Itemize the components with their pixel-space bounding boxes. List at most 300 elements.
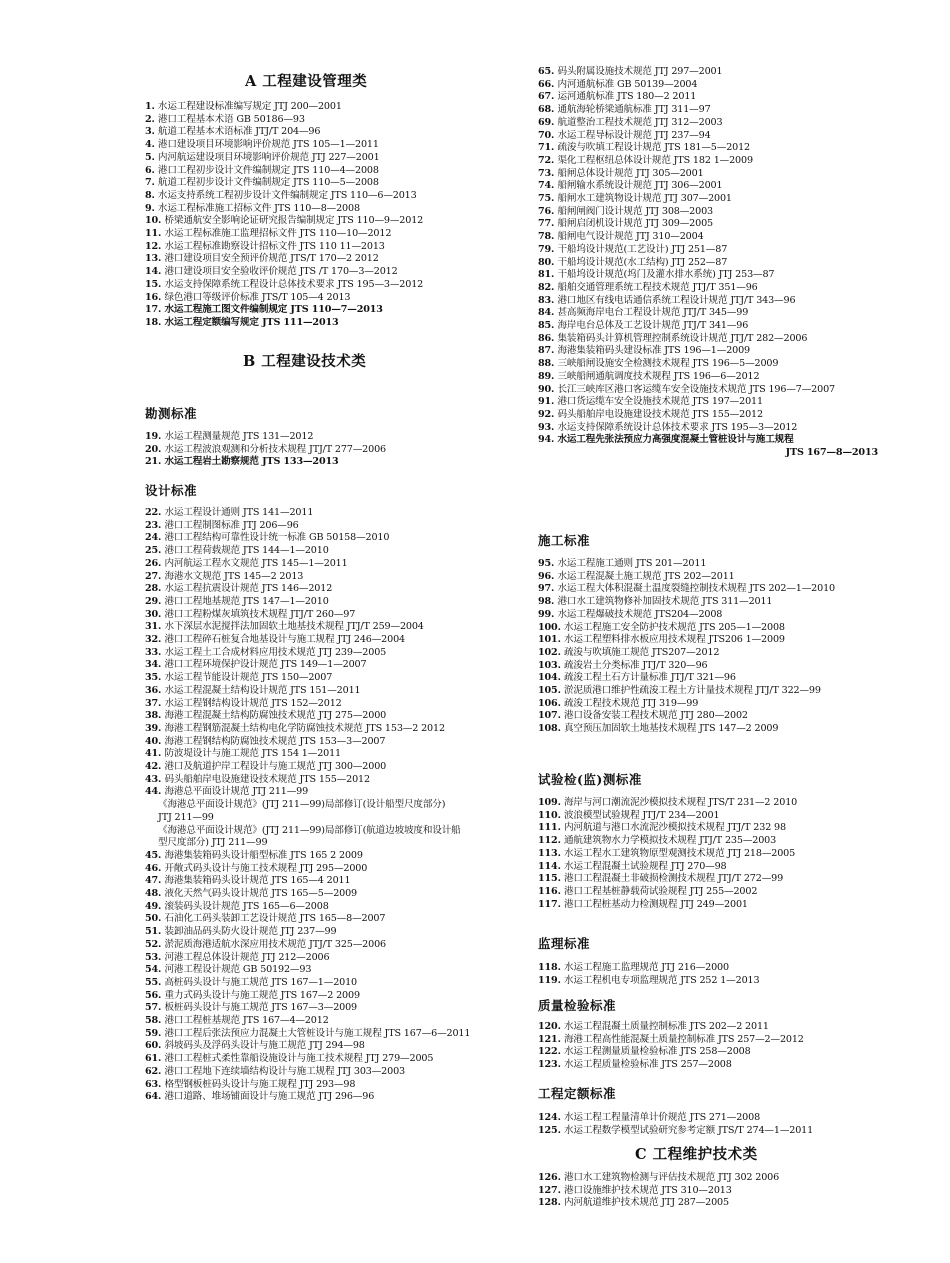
- entry-number: 98.: [538, 596, 558, 608]
- standard-entry: [145, 609, 355, 620]
- entry-number: 124.: [538, 1112, 564, 1123]
- entry-text: 海岸电台总体及工艺设计规范 JTJ/T 341—96: [557, 320, 749, 331]
- entry-number: 13.: [145, 253, 165, 265]
- entry-number: 5.: [145, 151, 158, 163]
- entry-number: 10.: [145, 215, 165, 227]
- entry-text: 水运工程钢结构设计规范 JTS 152—2012: [164, 697, 342, 709]
- entry-number: 128.: [538, 1197, 564, 1209]
- entry-number: 34.: [145, 659, 165, 671]
- entry-text: 水运工程岩土勘察规范 JTS 133—2013: [164, 456, 339, 468]
- standard-entry: [538, 79, 697, 90]
- entry-text: 淤泥质港口维护性疏浚工程土方计量技术规程 JTJ/T 322—99: [563, 685, 821, 696]
- standard-entry: [145, 279, 423, 290]
- standard-entry: [538, 1197, 729, 1208]
- standard-entry: [145, 444, 386, 455]
- standard-entry: [538, 848, 795, 859]
- entry-text: 疏浚岩土分类标准 JTJ/T 320—96: [563, 659, 708, 671]
- entry-text: 码头船舶岸电设施建设技术规范 JTS 155—2012: [164, 773, 370, 785]
- entry-text: 水运工程数学模型试验研究参考定额 JTS/T 274—1—2011: [563, 1124, 814, 1136]
- entry-text: 干船坞设计规范(工艺设计) JTJ 251—87: [557, 243, 728, 255]
- entry-text: 桥梁通航安全影响论证研究报告编制规定 JTS 110—9—2012: [164, 215, 424, 227]
- standard-entry: [145, 1053, 433, 1064]
- standard-entry: [538, 180, 722, 191]
- standard-entry: [538, 66, 722, 77]
- entry-number: 29.: [145, 595, 165, 607]
- standard-entry: [145, 596, 329, 607]
- entry-text: 内河通航标准 GB 50139—2004: [557, 78, 698, 90]
- entry-text: 长江三峡库区港口客运缆车安全设施技术规范 JTS 196—7—2007: [557, 383, 835, 395]
- entry-number: 57.: [145, 1002, 165, 1014]
- standard-entry: [145, 190, 417, 201]
- standard-entry: [538, 91, 696, 102]
- entry-number: 1.: [145, 101, 158, 112]
- standard-entry: [145, 456, 339, 467]
- standard-entry: [145, 507, 313, 518]
- entry-text: 水运工程设计通则 JTS 141—2011: [164, 507, 314, 518]
- entry-text: 水运工程工程量清单计价规范 JTS 271—2008: [563, 1112, 761, 1123]
- standard-entry: [145, 101, 342, 112]
- entry-number: 115.: [538, 873, 564, 885]
- entry-number: 24.: [145, 532, 165, 544]
- standard-entry: [538, 634, 785, 645]
- entry-number: 15.: [145, 278, 165, 290]
- entry-number: 47.: [145, 875, 165, 887]
- entry-number: 76.: [538, 205, 558, 217]
- standard-entry: [538, 320, 748, 331]
- entry-number: 6.: [145, 164, 158, 176]
- entry-text: 水运工程测量规范 JTS 131—2012: [164, 431, 314, 442]
- standard-entry: [145, 863, 367, 874]
- entry-number: 121.: [538, 1033, 564, 1045]
- entry-text: 渠化工程枢纽总体设计规范 JTS 182 1—2009: [557, 154, 753, 166]
- entry-text: 船闸总体设计规范 JTJ 305—2001: [557, 167, 704, 179]
- standard-entry: [158, 837, 267, 848]
- entry-text: 港口工程基桩静载荷试验规程 JTJ 255—2002: [563, 885, 758, 897]
- entry-text: 港口工程地下连续墙结构设计与施工规程 JTJ 303—2003: [164, 1065, 405, 1077]
- standard-entry: [538, 672, 736, 683]
- entry-number: 61.: [145, 1053, 165, 1065]
- entry-number: 77.: [538, 218, 558, 230]
- entry-text: 港口工程混凝土非破损检测技术规程 JTJ/T 272—99: [563, 873, 784, 885]
- entry-number: 55.: [145, 976, 165, 988]
- standard-entry: [538, 558, 706, 569]
- standard-entry: [538, 155, 753, 166]
- standard-entry: [538, 282, 758, 293]
- standard-entry: [538, 104, 711, 115]
- entry-text: 港口道路、堆场铺面设计与施工规范 JTJ 296—96: [164, 1091, 375, 1103]
- entry-number: 106.: [538, 697, 564, 709]
- entry-number: 102.: [538, 646, 564, 658]
- entry-number: 71.: [538, 142, 558, 154]
- entry-number: 38.: [145, 710, 165, 722]
- standard-entry: [538, 622, 785, 633]
- standard-entry: [145, 583, 332, 594]
- standard-entry: [538, 571, 735, 582]
- entry-text: 波浪模型试验规程 JTJ/T 234—2001: [563, 809, 720, 821]
- standard-entry: [538, 873, 783, 884]
- standard-entry: [145, 748, 341, 759]
- entry-text: 水运工程标准勘察设计招标文件 JTS 110 11—2013: [164, 240, 385, 252]
- entry-number: 101.: [538, 634, 564, 646]
- entry-number: 84.: [538, 307, 558, 319]
- standard-entry: [145, 1091, 374, 1102]
- standard-entry: [538, 660, 708, 671]
- standard-entry: [538, 142, 750, 153]
- entry-text: 水运工程土工合成材料应用技术规范 JTJ 239—2005: [164, 646, 387, 658]
- entry-number: 14.: [145, 266, 165, 278]
- entry-text: 海岸与河口潮流泥沙模拟技术规程 JTS/T 231—2 2010: [563, 797, 798, 808]
- entry-text: 格型钢板桩码头设计与施工规程 JTJ 293—98: [164, 1078, 356, 1090]
- entry-number: 48.: [145, 888, 165, 899]
- entry-text: 水运工程测量质量检验标准 JTS 258—2008: [563, 1046, 751, 1058]
- standard-entry: [145, 774, 370, 785]
- entry-text: 水运工程波浪观测和分析技术规程 JTJ/T 277—2006: [164, 443, 386, 455]
- entry-number: 69.: [538, 116, 558, 128]
- entry-text: 水运工程混凝土质量控制标准 JTS 202—2 2011: [563, 1021, 769, 1032]
- standard-entry: [538, 609, 722, 620]
- entry-number: 32.: [145, 634, 165, 645]
- entry-text: 水运工程标准施工监理招标文件 JTS 110—10—2012: [164, 228, 392, 239]
- entry-text: 《海港总平面设计规范》(JTJ 211—99)局部修订(航道边坡坡度和设计船: [158, 824, 461, 836]
- entry-number: 28.: [145, 583, 165, 595]
- entry-text: 水运支持系统工程初步设计文件编制规定 JTS 110—6—2013: [157, 189, 417, 201]
- entry-number: 85.: [538, 320, 558, 331]
- entry-number: 42.: [145, 761, 165, 772]
- entry-number: 33.: [145, 646, 165, 658]
- entry-text: 《海港总平面设计规范》(JTJ 211—99)局部修订(设计船型尺度部分): [158, 799, 446, 811]
- standard-entry: [145, 266, 398, 277]
- entry-number: 31.: [145, 621, 165, 633]
- entry-number: 94.: [538, 434, 558, 446]
- entry-text: 内河航道维护技术规范 JTJ 287—2005: [563, 1197, 729, 1209]
- entry-text: 水运工程施工监理规范 JTJ 216—2000: [563, 962, 729, 973]
- entry-number: 41.: [145, 748, 165, 760]
- entry-text: 内河航运建设项目环境影响评价规范 JTJ 227—2001: [157, 151, 380, 163]
- entry-text: 码头附属设施技术规范 JTJ 297—2001: [557, 66, 723, 77]
- entry-number: 86.: [538, 332, 558, 344]
- standard-entry: [145, 431, 313, 442]
- entry-text: 疏浚工程技术规范 JTJ 319—99: [563, 697, 699, 709]
- standard-entry: [538, 384, 835, 395]
- entry-text: 港口工程桩基动力检测规程 JTJ 249—2001: [563, 898, 748, 910]
- entry-number: 95.: [538, 558, 558, 569]
- entry-text: 海港工程钢筋混凝土结构电化学防腐蚀技术规范 JTS 153—2 2012: [164, 722, 445, 734]
- entry-text: 港口货运缆车安全设施技术规范 JTS 197—2011: [557, 396, 763, 408]
- entry-number: 93.: [538, 421, 558, 433]
- entry-text: 港口建设项目环境影响评价规范 JTS 105—1—2011: [157, 139, 379, 151]
- entry-number: 108.: [538, 723, 564, 735]
- standard-entry: [538, 962, 729, 973]
- entry-number: 88.: [538, 358, 558, 370]
- standard-entry: [538, 257, 727, 268]
- entry-number: 96.: [538, 570, 558, 582]
- entry-number: 123.: [538, 1059, 564, 1071]
- entry-text: 水运工程施工安全防护技术规范 JTS 205—1—2008: [563, 621, 785, 633]
- standard-entry: [158, 812, 214, 823]
- entry-number: 127.: [538, 1184, 564, 1196]
- entry-number: 49.: [145, 900, 165, 912]
- entry-text: 干船坞设计规范(水工结构) JTJ 252—87: [557, 256, 728, 268]
- entry-text: 水运工程混凝土施工规范 JTS 202—2011: [557, 570, 735, 582]
- standard-entry: [538, 117, 722, 128]
- entry-text: 海港集装箱码头设计船型标准 JTS 165 2 2009: [164, 849, 363, 861]
- entry-number: 70.: [538, 129, 558, 141]
- standard-entry: [145, 621, 424, 632]
- entry-number: 25.: [145, 545, 165, 557]
- standard-entry: [158, 799, 445, 810]
- standard-entry: [145, 977, 357, 988]
- entry-text: 绿色港口等级评价标准 JTS/T 105—4 2013: [164, 291, 351, 303]
- standard-entry: [145, 545, 329, 556]
- section-heading: 质量检验标准: [538, 998, 617, 1013]
- entry-text: 集装箱码头计算机管理控制系统设计规范 JTJ/T 282—2006: [557, 332, 808, 344]
- entry-text: JTS 167—8—2013: [785, 447, 878, 458]
- entry-number: 60.: [145, 1040, 165, 1052]
- entry-number: 66.: [538, 78, 558, 90]
- entry-text: 内河航道与港口水流泥沙模拟技术规程 JTJ/T 232 98: [563, 822, 786, 834]
- entry-text: 重力式码头设计与施工规范 JTS 167—2 2009: [164, 989, 360, 1001]
- entry-text: 液化天然气码头设计规范 JTS 165—5—2009: [164, 888, 358, 899]
- entry-number: 50.: [145, 913, 165, 925]
- entry-text: 水运工程质量检验标准 JTS 257—2008: [563, 1059, 732, 1071]
- entry-text: 甚高频海岸电台工程设计规范 JTJ/T 345—99: [557, 307, 749, 319]
- standard-entry: [145, 520, 299, 531]
- entry-text: 干船坞设计规范(坞门及灌水排水系统) JTJ 253—87: [557, 269, 775, 281]
- standard-entry: [538, 193, 732, 204]
- entry-text: 水运工程大体积混凝土温度裂缝控制技术规程 JTS 202—1—2010: [557, 583, 835, 595]
- entry-number: 118.: [538, 962, 564, 973]
- entry-number: 11.: [145, 228, 165, 239]
- standard-entry: [145, 926, 336, 937]
- standard-entry: [145, 913, 385, 924]
- standard-entry: [145, 850, 363, 861]
- entry-number: 18.: [145, 316, 165, 328]
- entry-number: 21.: [145, 456, 165, 468]
- entry-number: 83.: [538, 294, 558, 306]
- category-heading: B 工程建设技术类: [243, 353, 367, 370]
- entry-text: 港口工程环境保护设计规范 JTS 149—1—2007: [164, 659, 367, 671]
- standard-entry: [145, 736, 385, 747]
- entry-text: 内河航运工程水文规范 JTS 145—1—2011: [164, 557, 348, 569]
- entry-text: 船闸水工建筑物设计规范 JTJ 307—2001: [557, 193, 732, 204]
- standard-entry: [145, 634, 405, 645]
- entry-text: 水运工程导标设计规范 JTJ 237—94: [557, 129, 711, 141]
- entry-text: 船闸启闭机设计规范 JTJ 309—2005: [557, 218, 713, 230]
- entry-number: 113.: [538, 847, 564, 859]
- entry-text: 海港水文规范 JTS 145—2 2013: [164, 570, 304, 582]
- standard-entry: [145, 152, 380, 163]
- entry-text: 防波堤设计与施工规范 JTS 154 1—2011: [164, 748, 342, 760]
- entry-text: 真空预压加固软土地基技术规程 JTS 147—2 2009: [563, 723, 779, 735]
- entry-number: 81.: [538, 269, 558, 281]
- entry-number: 91.: [538, 396, 558, 408]
- standard-entry: [538, 685, 821, 696]
- entry-text: 滚装码头设计规范 JTS 165—6—2008: [164, 900, 329, 912]
- entry-text: 港口工程粉煤灰填筑技术规程 JTJ/T 260—97: [164, 608, 356, 620]
- standard-entry: [145, 786, 308, 797]
- entry-number: 67.: [538, 91, 558, 103]
- standard-entry: [145, 304, 383, 315]
- standard-entry: [145, 228, 391, 239]
- standard-entry: [145, 241, 385, 252]
- entry-text: 疏浚工程土石方计量标准 JTJ/T 321—96: [563, 672, 736, 684]
- standard-entry: [145, 723, 445, 734]
- entry-number: 97.: [538, 583, 558, 595]
- entry-text: 水运工程标准施工招标文件 JTS 110—8—2008: [157, 202, 360, 214]
- entry-text: 船闸电气设计规范 JTJ 310—2004: [557, 231, 704, 243]
- standard-entry: [786, 447, 878, 458]
- entry-text: 港口工程后张法预应力混凝土大管桩设计与施工规程 JTS 167—6—2011: [164, 1027, 471, 1039]
- standard-entry: [145, 990, 360, 1001]
- standard-entry: [538, 206, 713, 217]
- standard-entry: [145, 875, 350, 886]
- entry-text: 水运工程抗震设计规范 JTS 146—2012: [164, 583, 333, 595]
- entry-text: 船舶交通管理系统工程技术规范 JTJ/T 351—96: [557, 281, 758, 293]
- standard-entry: [538, 168, 704, 179]
- standard-entry: [538, 1185, 732, 1196]
- entry-number: 87.: [538, 345, 558, 357]
- entry-text: 港口及航道护岸工程设计与施工规范 JTJ 300—2000: [164, 761, 387, 772]
- standard-entry: [538, 822, 786, 833]
- section-heading: 监理标准: [538, 936, 591, 951]
- entry-number: 82.: [538, 281, 558, 293]
- standard-entry: [538, 333, 807, 344]
- entry-text: 水运工程节能设计规范 JTS 150—2007: [164, 672, 333, 684]
- entry-text: 通航海轮桥梁通航标准 JTJ 311—97: [557, 104, 711, 116]
- standard-entry: [538, 810, 719, 821]
- standard-entry: [145, 659, 366, 670]
- standard-entry: [538, 434, 794, 445]
- entry-text: 疏浚与吹填施工规范 JTS207—2012: [563, 646, 720, 658]
- entry-text: 通航建筑物水力学模拟技术规程 JTJ/T 235—2003: [563, 835, 777, 847]
- entry-number: 99.: [538, 608, 558, 620]
- entry-number: 59.: [145, 1027, 165, 1039]
- entry-number: 39.: [145, 722, 165, 734]
- entry-number: 22.: [145, 507, 165, 518]
- standard-entry: [538, 130, 711, 141]
- entry-number: 51.: [145, 926, 165, 938]
- standard-entry: [538, 218, 713, 229]
- entry-number: 26.: [145, 557, 165, 569]
- entry-number: 46.: [145, 862, 165, 874]
- standard-entry: [538, 307, 748, 318]
- entry-text: 港口设备安装工程技术规范 JTJ 280—2002: [563, 710, 748, 722]
- category-heading: A 工程建设管理类: [245, 73, 368, 90]
- entry-number: 73.: [538, 167, 558, 179]
- entry-text: 水运支持保障系统设计总体技术要求 JTS 195—3—2012: [557, 421, 798, 433]
- entry-number: 43.: [145, 773, 165, 785]
- entry-number: 35.: [145, 672, 165, 684]
- entry-text: 港口工程桩式柔性靠船设施设计与施工技术规程 JTJ 279—2005: [164, 1053, 434, 1065]
- entry-number: 44.: [145, 786, 165, 798]
- entry-text: JTJ 211—99: [158, 811, 214, 823]
- entry-text: 港口水工建筑物检测与评估技术规范 JTJ 302 2006: [563, 1172, 780, 1183]
- entry-text: 水运工程建设标准编写规定 JTJ 200—2001: [157, 101, 342, 112]
- entry-number: 19.: [145, 431, 165, 442]
- entry-text: 港口工程地基规范 JTS 147—1—2010: [164, 595, 329, 607]
- entry-number: 17.: [145, 304, 165, 316]
- entry-number: 2.: [145, 113, 158, 125]
- entry-text: 港口工程结构可靠性设计统一标准 GB 50158—2010: [164, 532, 390, 544]
- standard-entry: [145, 685, 361, 696]
- entry-text: 港口建设项目安全验收评价规范 JTS /T 170—3—2012: [164, 266, 398, 278]
- standard-entry: [538, 244, 727, 255]
- entry-number: 52.: [145, 938, 165, 950]
- entry-number: 65.: [538, 66, 558, 77]
- entry-number: 4.: [145, 139, 158, 151]
- entry-text: 水运工程机电专项监理规范 JTS 252 1—2013: [563, 974, 760, 986]
- entry-text: 疏浚与吹填工程设计规范 JTS 181—5—2012: [557, 142, 751, 154]
- standard-entry: [538, 422, 797, 433]
- entry-number: 8.: [145, 189, 158, 201]
- entry-text: 海港工程钢结构防腐蚀技术规范 JTS 153—3—2007: [164, 735, 386, 747]
- standard-entry: [145, 672, 332, 683]
- entry-text: 水运工程水工建筑物原型观测技术规范 JTJ 218—2005: [563, 847, 796, 859]
- entry-text: 海港总平面设计规范 JTJ 211—99: [164, 786, 309, 798]
- standard-entry: [538, 975, 759, 986]
- standard-entry: [538, 345, 750, 356]
- entry-number: 120.: [538, 1021, 564, 1032]
- standard-entry: [145, 253, 379, 264]
- standard-entry: [145, 571, 303, 582]
- entry-number: 16.: [145, 291, 165, 303]
- standard-entry: [538, 710, 748, 721]
- entry-text: 航道整治工程技术规范 JTJ 312—2003: [557, 116, 723, 128]
- standard-entry: [145, 317, 339, 328]
- entry-text: 港口建设项目安全预评价规范 JTS/T 170—2 2012: [164, 253, 379, 265]
- entry-text: 航道工程初步设计文件编制规定 JTS 110—5—2008: [157, 177, 379, 189]
- standard-entry: [538, 698, 698, 709]
- entry-number: 125.: [538, 1124, 564, 1136]
- entry-text: 装卸油品码头防火设计规范 JTJ 237—99: [164, 926, 337, 938]
- entry-number: 9.: [145, 202, 158, 214]
- entry-text: 港口工程荷载规范 JTS 144—1—2010: [164, 545, 329, 557]
- standard-entry: [538, 1034, 804, 1045]
- standard-entry: [145, 114, 305, 125]
- entry-number: 62.: [145, 1065, 165, 1077]
- entry-text: 高桩码头设计与施工规范 JTS 167—1—2010: [164, 976, 358, 988]
- entry-number: 122.: [538, 1046, 564, 1058]
- entry-text: 水运工程先张法预应力高强度混凝土管桩设计与施工规程: [557, 434, 794, 446]
- entry-number: 107.: [538, 710, 564, 722]
- standard-entry: [538, 596, 772, 607]
- entry-text: 河港工程总体设计规范 JTJ 212—2006: [164, 951, 330, 963]
- entry-number: 126.: [538, 1172, 564, 1183]
- entry-text: 型尺度部分) JTJ 211—99: [158, 837, 268, 849]
- entry-text: 港口工程碎石桩复合地基设计与施工规程 JTJ 246—2004: [164, 634, 405, 645]
- entry-number: 12.: [145, 240, 165, 252]
- standard-entry: [145, 1079, 355, 1090]
- entry-text: 海港工程高性能混凝土质量控制标准 JTS 257—2—2012: [563, 1033, 804, 1045]
- standard-entry: [538, 583, 835, 594]
- entry-text: 淤泥质海港适航水深应用技术规范 JTJ/T 325—2006: [164, 938, 386, 950]
- standard-entry: [145, 1028, 470, 1039]
- entry-number: 3.: [145, 126, 158, 138]
- entry-number: 104.: [538, 672, 564, 684]
- entry-number: 7.: [145, 177, 158, 189]
- standard-entry: [145, 888, 357, 899]
- entry-number: 79.: [538, 243, 558, 255]
- entry-text: 三峡船闸设施安全检测技术规程 JTS 196—5—2009: [557, 358, 779, 370]
- entry-number: 45.: [145, 849, 165, 861]
- entry-text: 港口工程桩基规范 JTS 167—4—2012: [164, 1015, 329, 1026]
- standard-entry: [145, 964, 311, 975]
- entry-text: 三峡船闸通航调度技术规程 JTS 196—6—2012: [557, 370, 760, 382]
- category-heading: C 工程维护技术类: [635, 1146, 758, 1163]
- entry-text: 海港集装箱码头设计规范 JTS 165—4 2011: [164, 875, 351, 887]
- standard-entry: [538, 723, 778, 734]
- entry-number: 110.: [538, 809, 564, 821]
